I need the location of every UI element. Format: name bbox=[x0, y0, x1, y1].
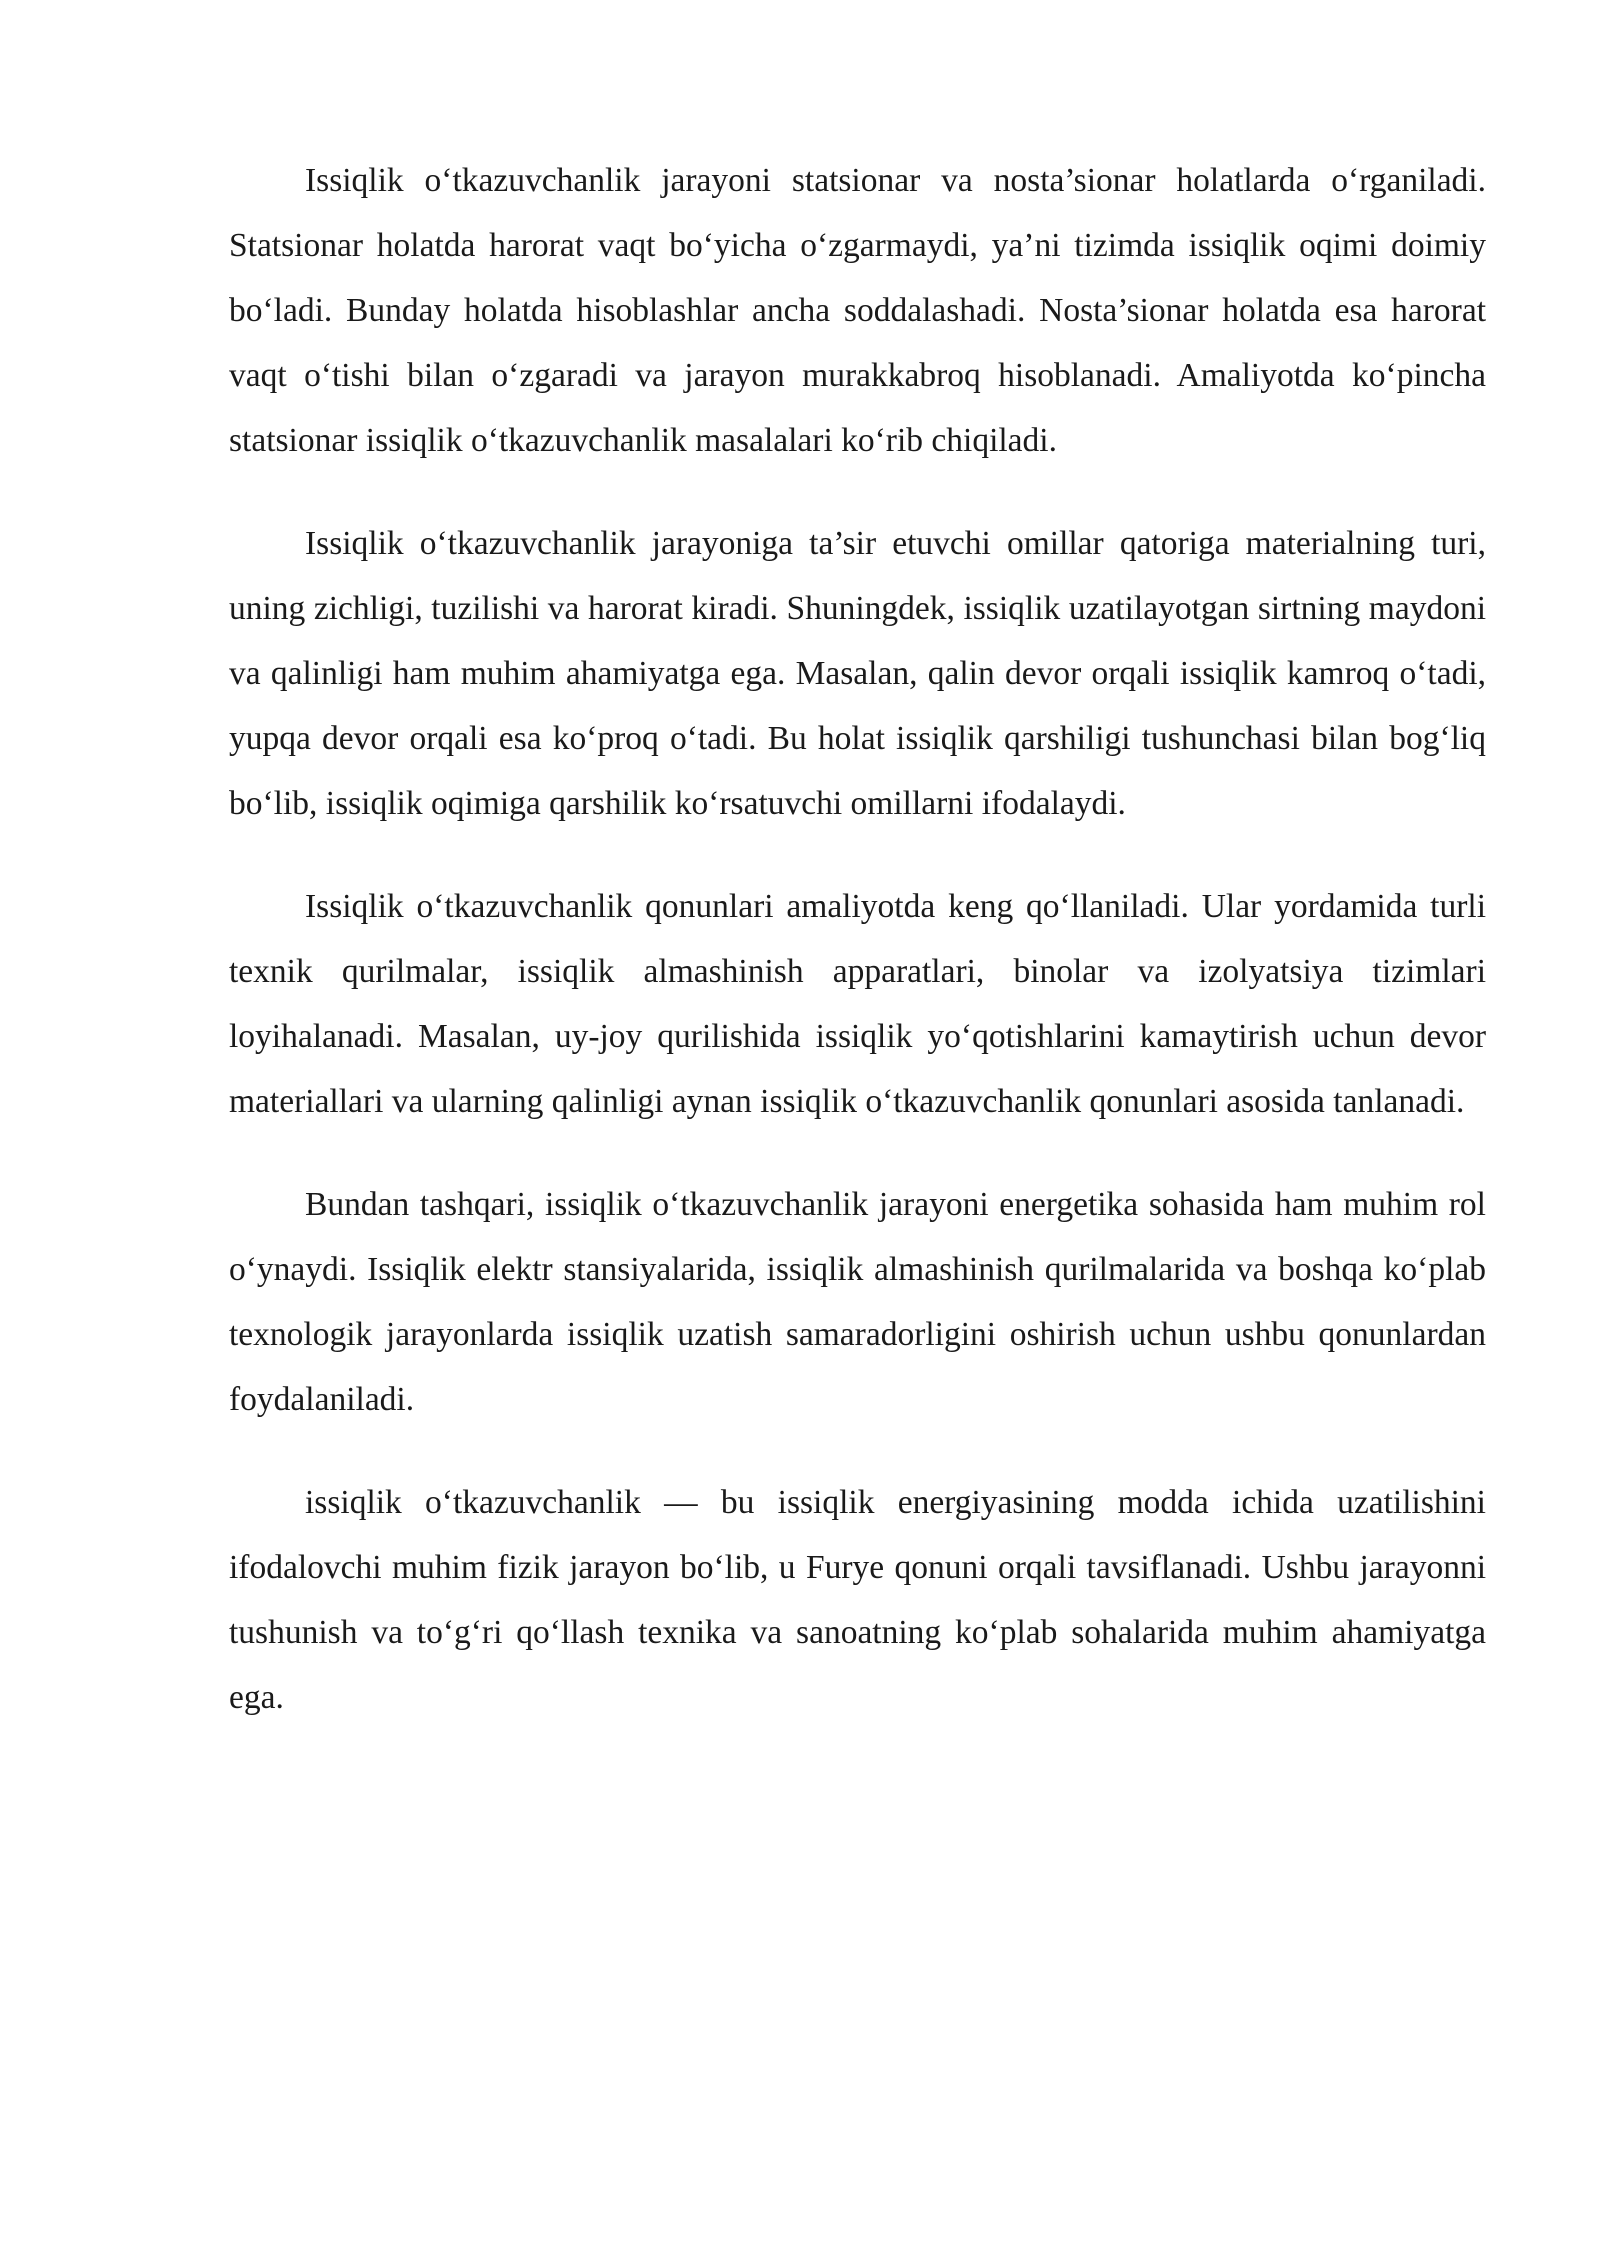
paragraph-energy-sector: Bundan tashqari, issiqlik o‘tkazuvchanlik jarayoni energetika sohasida ham muhim rol o‘ynaydi. Issiqlik elektr stansiyalarida, issiqlik almashinish qurilmalarida va boshqa ko‘plab texnologik jarayonlarda issiqlik uzatish samaradorligini oshirish uchun ushbu qonunlardan foydalaniladi. bbox=[229, 1186, 1486, 1418]
paragraph-influencing-factors: Issiqlik o‘tkazuvchanlik jarayoniga ta’sir etuvchi omillar qatoriga materialning turi, uning zichligi, tuzilishi va harorat kiradi. Shuningdek, issiqlik uzatilayotgan sirtning maydoni va qalinligi ham muhim ahamiyatga ega. Masalan, qalin devor orqali issiqlik kamroq o‘tadi, yupqa devor orqali esa ko‘proq o‘tadi. Bu holat issiqlik qarshiligi tushunchasi bilan bog‘liq bo‘lib, issiqlik oqimiga qarshilik ko‘rsatuvchi omillarni ifodalaydi. bbox=[229, 525, 1486, 822]
paragraph-steady-unsteady: Issiqlik o‘tkazuvchanlik jarayoni statsionar va nosta’sionar holatlarda o‘rganiladi. Statsionar holatda harorat vaqt bo‘yicha o‘zgarmaydi, ya’ni tizimda issiqlik oqimi doimiy bo‘ladi. Bunday holatda hisoblashlar ancha soddalashadi. Nosta’sionar holatda esa harorat vaqt o‘tishi bilan o‘zgaradi va jarayon murakkabroq hisoblanadi. Amaliyotda ko‘pincha statsionar issiqlik o‘tkazuvchanlik masalalari ko‘rib chiqiladi. bbox=[229, 162, 1486, 459]
paragraph-conclusion: issiqlik o‘tkazuvchanlik — bu issiqlik energiyasining modda ichida uzatilishini ifodalovchi muhim fizik jarayon bo‘lib, u Furye qonuni orqali tavsiflanadi. Ushbu jarayonni tushunish va to‘g‘ri qo‘llash texnika va sanoatning ko‘plab sohalarida muhim ahamiyatga ega. bbox=[229, 1484, 1486, 1716]
paragraph-practical-applications: Issiqlik o‘tkazuvchanlik qonunlari amaliyotda keng qo‘llaniladi. Ular yordamida turli texnik qurilmalar, issiqlik almashinish apparatlari, binolar va izolyatsiya tizimlari loyihalanadi. Masalan, uy-joy qurilishida issiqlik yo‘qotishlarini kamaytirish uchun devor materiallari va ularning qalinligi aynan issiqlik o‘tkazuvchanlik qonunlari asosida tanlanadi. bbox=[229, 888, 1486, 1120]
document-body bbox=[229, 148, 1486, 1730]
